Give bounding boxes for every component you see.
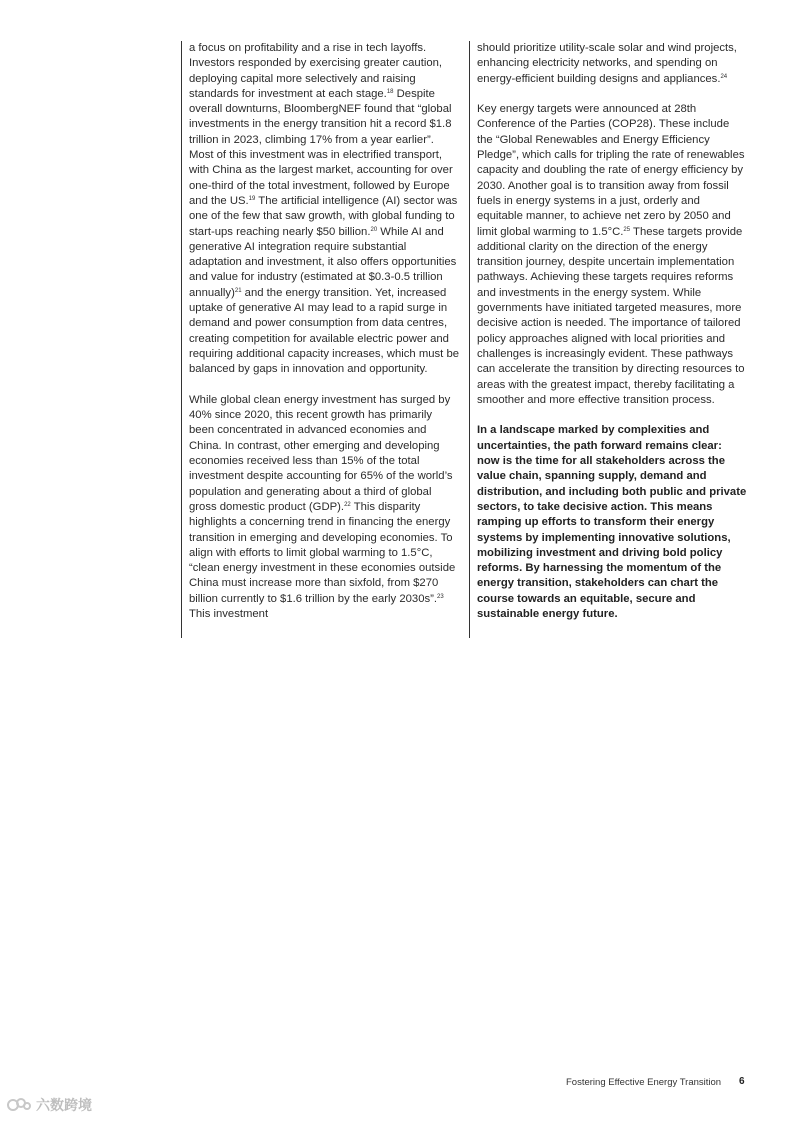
footnote-ref: 23 [437, 593, 444, 600]
page-number: 6 [739, 1076, 745, 1087]
right-paragraph-1: should prioritize utility-scale solar and wind projects, enhancing electricity networks, and spending on energy-efficient building designs and appliances.$^{24}$ [477, 42, 737, 85]
footnote-ref: 21 [234, 287, 242, 294]
right-paragraph-2: Key energy targets were announced at 28th Conference of the Parties (COP28). These include the “Global Renewables and Energy Efficiency Pledge”, which calls for tripling the rate of renewables capacity and doubling the rate of energy efficiency by 2030. Another goal is to transition away from fossil fuels in energy systems in a just, orderly and equitable manner, to achieve net zero by 2050 and limit global warming to 1.5°C.$^{25}$ These targets provide additional clarity on the direction of the energy transition journey, despite uncertain implementation pathways. Achieving these targets requires reforms and investments in the energy system. While governments have initiated targeted measures, more decisive action is needed. The importance of tailored policy approaches aligned with local priorities and challenges is increasingly evident. These pathways can accelerate the transition by directing resources to areas with the greatest impact, thereby facilitating a smoother and more effective transition process. [477, 103, 745, 406]
footnote-ref: 22 [344, 501, 351, 508]
footnote-ref: 20 [370, 226, 378, 233]
watermark [6, 1095, 92, 1115]
right-column [469, 41, 747, 638]
watermark-logo-icon [6, 1096, 32, 1114]
footnote-ref: 19 [248, 195, 256, 202]
footnote-ref: 18 [386, 88, 394, 95]
watermark-text: 六数跨境 [36, 1097, 92, 1113]
right-paragraph-conclusion: In a landscape marked by complexities and uncertainties, the path forward remains clear: now is the time for all stakeholders across the value chain, spanning supply, demand and distribution, and including both public and private sectors, to take decisive action. This means ramping up efforts to transform their energy systems by implementing innovative solutions, mobilizing investment and driving bold policy reforms. By harnessing the momentum of the energy transition, stakeholders can chart the course towards an equitable, secure and sustainable energy future. [477, 424, 747, 620]
footnote-ref: 24 [720, 73, 728, 80]
left-paragraph-2: While global clean energy investment has surged by 40% since 2020, this recent growth has primarily been concentrated in advanced economies and China. In contrast, other emerging and developing economies received less than 15% of the total investment despite accounting for 65% of the world’s population and generating about a third of global gross domestic product (GDP).$^{22}$ This disparity highlights a concerning trend in financing the energy transition in emerging and developing economies. To align with efforts to limit global warming to 1.5°C, “clean energy investment in these economies outside China must increase more than sixfold, from $270 billion currently to $1.6 trillion by the early 2030s”.$^{23}$ This investment [189, 393, 456, 620]
footer-title: Fostering Effective Energy Transition [566, 1077, 722, 1088]
left-column [181, 41, 459, 638]
footnote-ref: 25 [623, 226, 631, 233]
left-paragraph-1: a focus on profitability and a rise in tech layoffs. Investors responded by exercising greater caution, deploying capital more selectively and raising standards for investment at each stage.$^{18}$ Despite overall downturns, BloombergNEF found that “global investments in the energy transition hit a record $1.8 trillion in 2023, climbing 17% from a year earlier”. Most of this investment was in electrified transport, with China as the largest market, accounting for over one-third of the total investment, followed by Europe and the US.$^{19}$ The artificial intelligence (AI) sector was one of the few that saw growth, with global funding to start-ups reaching nearly $50 billion.$^{20}$ While AI and generative AI integration require substantial adaptation and investment, it also offers opportunities and value for industry (estimated at $0.3-0.5 trillion annually)$^{21}$ and the energy transition. Yet, increased uptake of generative AI may lead to a rapid surge in demand and power consumption from data centres, creating competition for available electric power and requiring additional capacity increases, which must be balanced by gaps in innovation and opportunity. [189, 42, 460, 376]
